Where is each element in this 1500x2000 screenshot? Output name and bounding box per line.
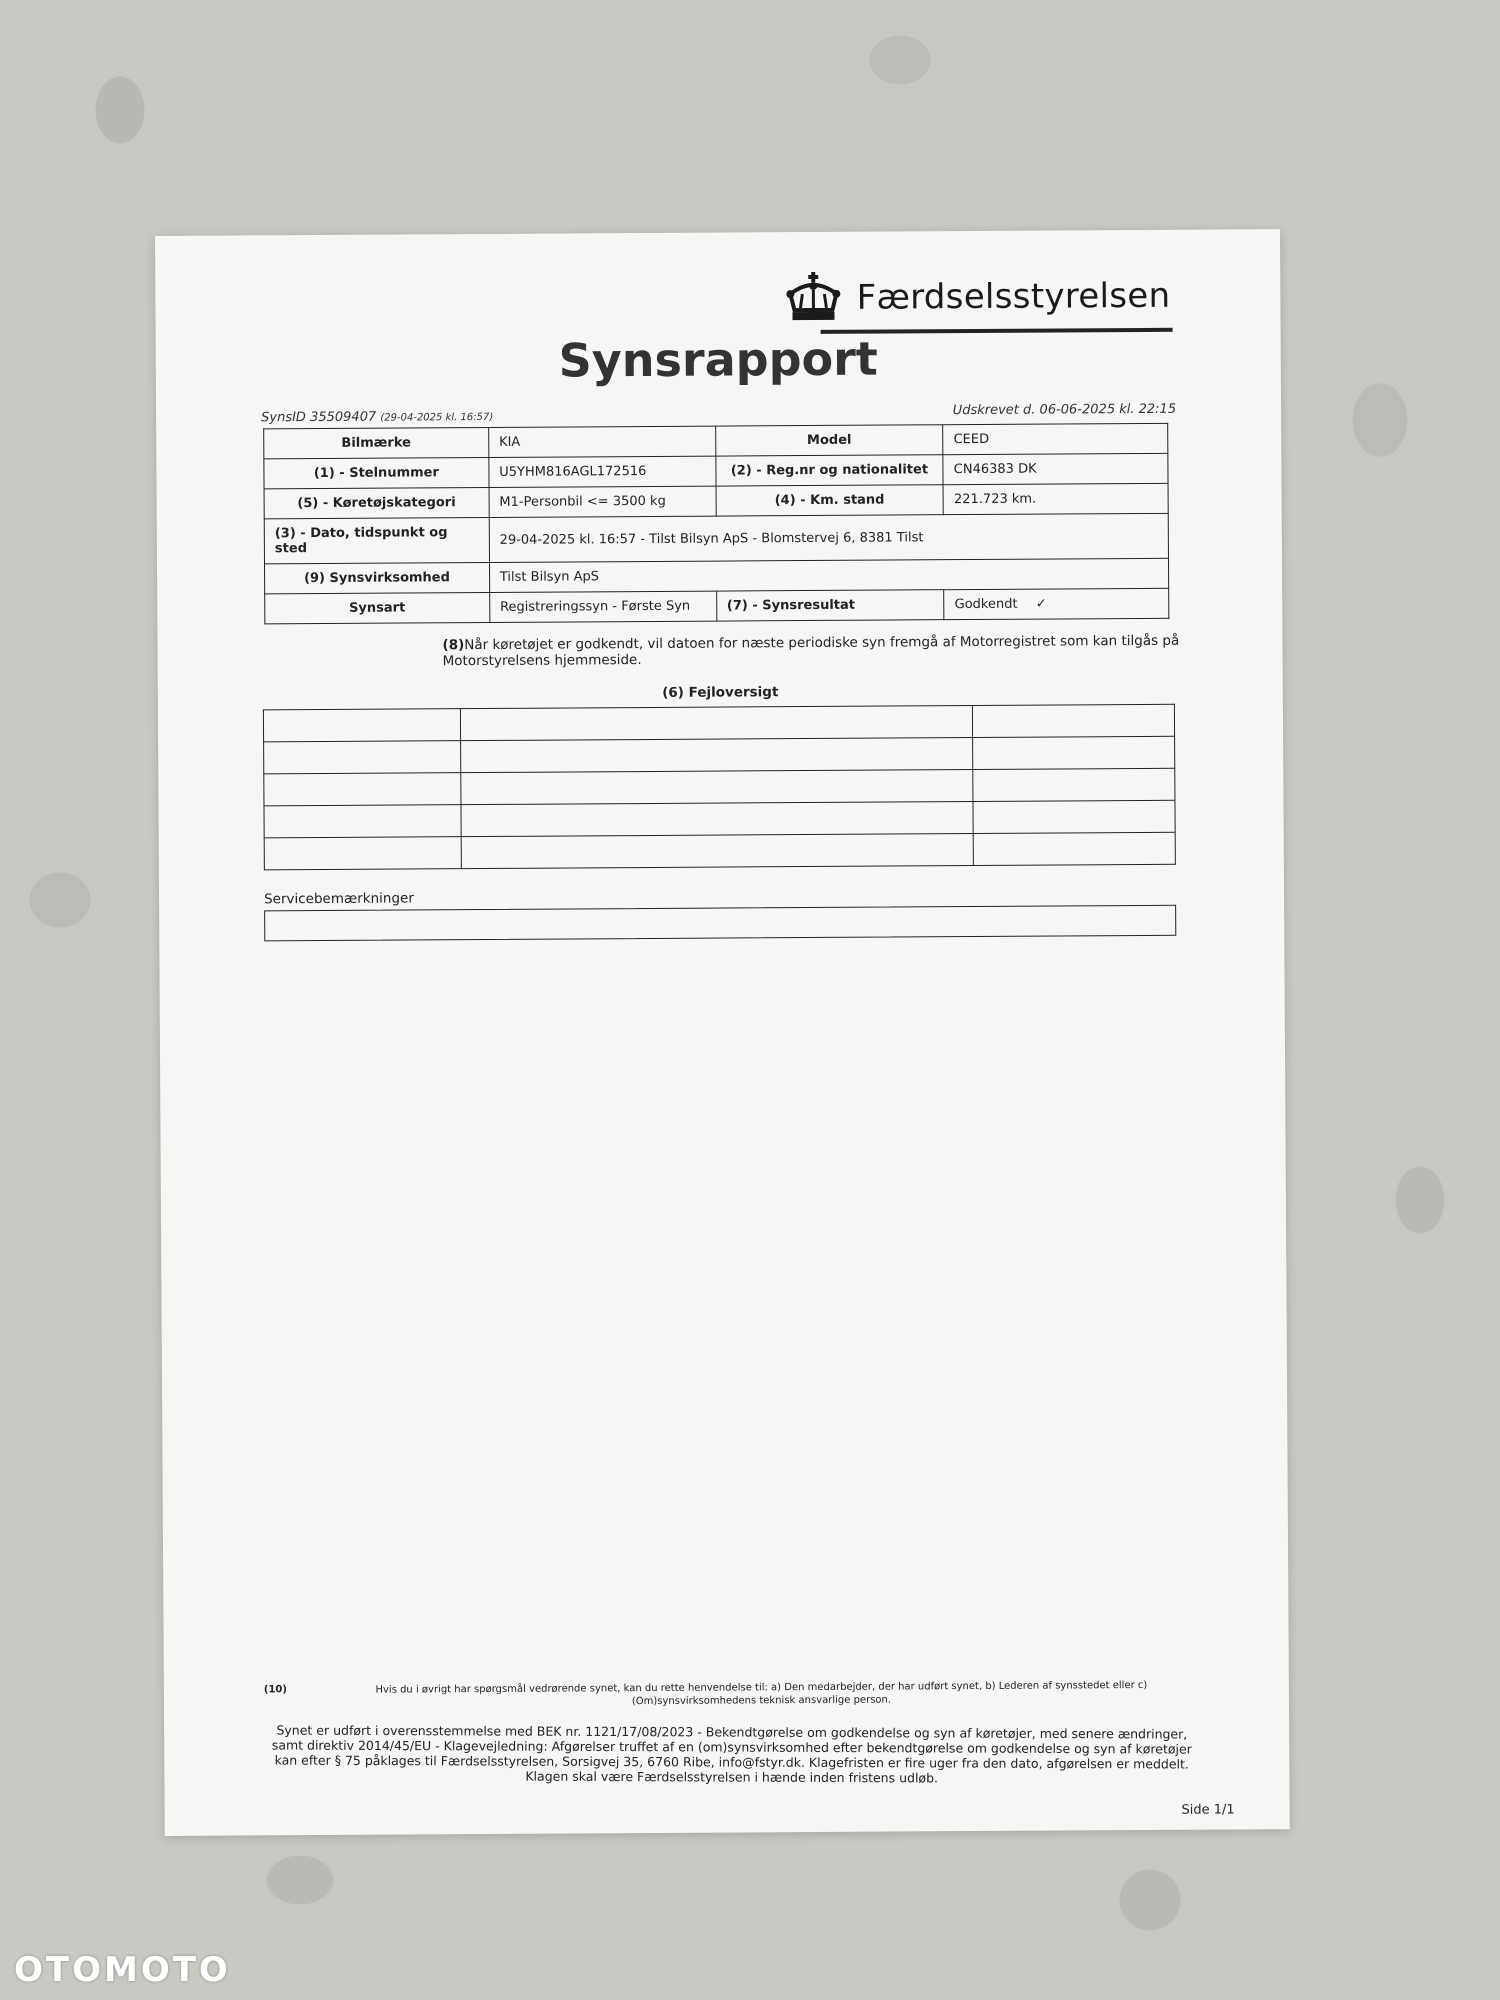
resultat-cell (944, 588, 1169, 619)
dato-value: 29-04-2025 kl. 16:57 - Tilst Bilsyn ApS - Blomstervej 6, 8381 Tilst (489, 513, 1168, 562)
footer-number: (10) (263, 1684, 287, 1696)
service-remarks-box (264, 905, 1176, 942)
regnr-label: (2) - Reg.nr og nationalitet (715, 455, 943, 486)
stelnummer-label: (1) - Stelnummer (264, 457, 489, 488)
otomoto-watermark: OTOMOTO (14, 1950, 231, 1990)
note-text: Når køretøjet er godkendt, vil datoen for næste periodiske syn fremgå af Motorregistret som kan tilgås på Motorstyrelsens hjemmeside. (442, 632, 1180, 670)
table-cell (460, 706, 973, 741)
crown-icon (784, 272, 842, 324)
agency-name: Færdselsstyrelsen (856, 275, 1171, 318)
km-label: (4) - Km. stand (716, 485, 944, 516)
synsid (261, 409, 493, 425)
page-title: Synsrapport (558, 331, 878, 388)
virksomhed-label: (9) Synsvirksomhed (265, 562, 490, 593)
faults-title: (6) Fejloversigt (662, 684, 779, 701)
table-row (265, 588, 1169, 624)
bilmaerke-value: KIA (488, 426, 715, 457)
table-cell (264, 773, 461, 806)
table-cell (461, 802, 974, 837)
checkmark-icon: ✓ (1035, 596, 1047, 612)
table-cell (263, 709, 460, 742)
table-cell (264, 805, 461, 838)
table-cell (973, 832, 1175, 865)
printed-date: Udskrevet d. 06-06-2025 kl. 22:15 (952, 401, 1177, 419)
footer-questions: Hvis du i øvrigt har spørgsmål vedrørende synet, kan du rette henvendelse til: a) Den medarbejder, der har udført synet, b) Lederen af synsstedet eller c) (Om)synsvirksomhedens teknisk ansvarlige person. (375, 1679, 1148, 1708)
kategori-value: M1-Personbil <= 3500 kg (489, 486, 716, 517)
synsart-label: Synsart (265, 592, 490, 623)
table-cell (973, 704, 1175, 737)
table-cell (264, 741, 461, 774)
resultat-label: (7) - Synsresultat (716, 590, 944, 621)
stelnummer-value: U5YHM816AGL172516 (489, 456, 716, 487)
page-number: Side 1/1 (1181, 1802, 1235, 1818)
faults-table (263, 704, 1176, 871)
table-cell (460, 738, 973, 773)
service-remarks-label: Servicebemærkninger (264, 890, 414, 908)
inspection-report-sheet (155, 229, 1290, 1836)
virksomhed-value: Tilst Bilsyn ApS (489, 558, 1168, 592)
agency-logo (784, 270, 1170, 324)
note-number: (8) (442, 637, 465, 654)
table-cell (461, 770, 974, 805)
dato-label: (3) - Dato, tidspunkt og sted (264, 517, 489, 563)
model-label: Model (715, 425, 943, 456)
bilmaerke-label: Bilmærke (264, 427, 489, 458)
table-cell (973, 800, 1175, 833)
model-value: CEED (943, 423, 1168, 454)
synsid-text: SynsID 35509407 (261, 409, 377, 426)
synsart-value: Registreringssyn - Første Syn (489, 591, 716, 622)
table-row (264, 513, 1168, 564)
resultat-value: Godkendt (954, 596, 1018, 613)
table-cell (973, 736, 1175, 769)
synsid-stamp: (29-04-2025 kl. 16:57) (380, 411, 494, 424)
kategori-label: (5) - Køretøjskategori (264, 487, 489, 518)
next-inspection-note (442, 633, 1182, 670)
table-cell (264, 837, 461, 870)
table-cell (973, 768, 1175, 801)
km-value: 221.723 km. (943, 483, 1168, 514)
footer-legal: Synet er udført i overensstemmelse med BEK nr. 1121/17/08/2023 - Bekendtgørelse om godkendelse og syn af køretøjer, med senere ændringer, samt direktiv 2014/45/EU - Klagevejledning: Afgørelser truffet af en (om)synsvirksomhed efter bekendtgørelse om godkendelse og syn af køretøjer kan efter § 75 påklages til Færdselsstyrelsen, Sorsigvej 35, 6760 Ribe, info@fstyr.dk. Klagefristen er fire uger fra den dato, afgørelsen er meddelt. Klagen skal være Færdselsstyrelsen i hænde inden fristens udløb. (271, 1722, 1192, 1786)
table-row (264, 832, 1175, 870)
vehicle-info-table (263, 423, 1169, 625)
regnr-value: CN46383 DK (943, 453, 1168, 484)
table-cell (461, 834, 974, 869)
